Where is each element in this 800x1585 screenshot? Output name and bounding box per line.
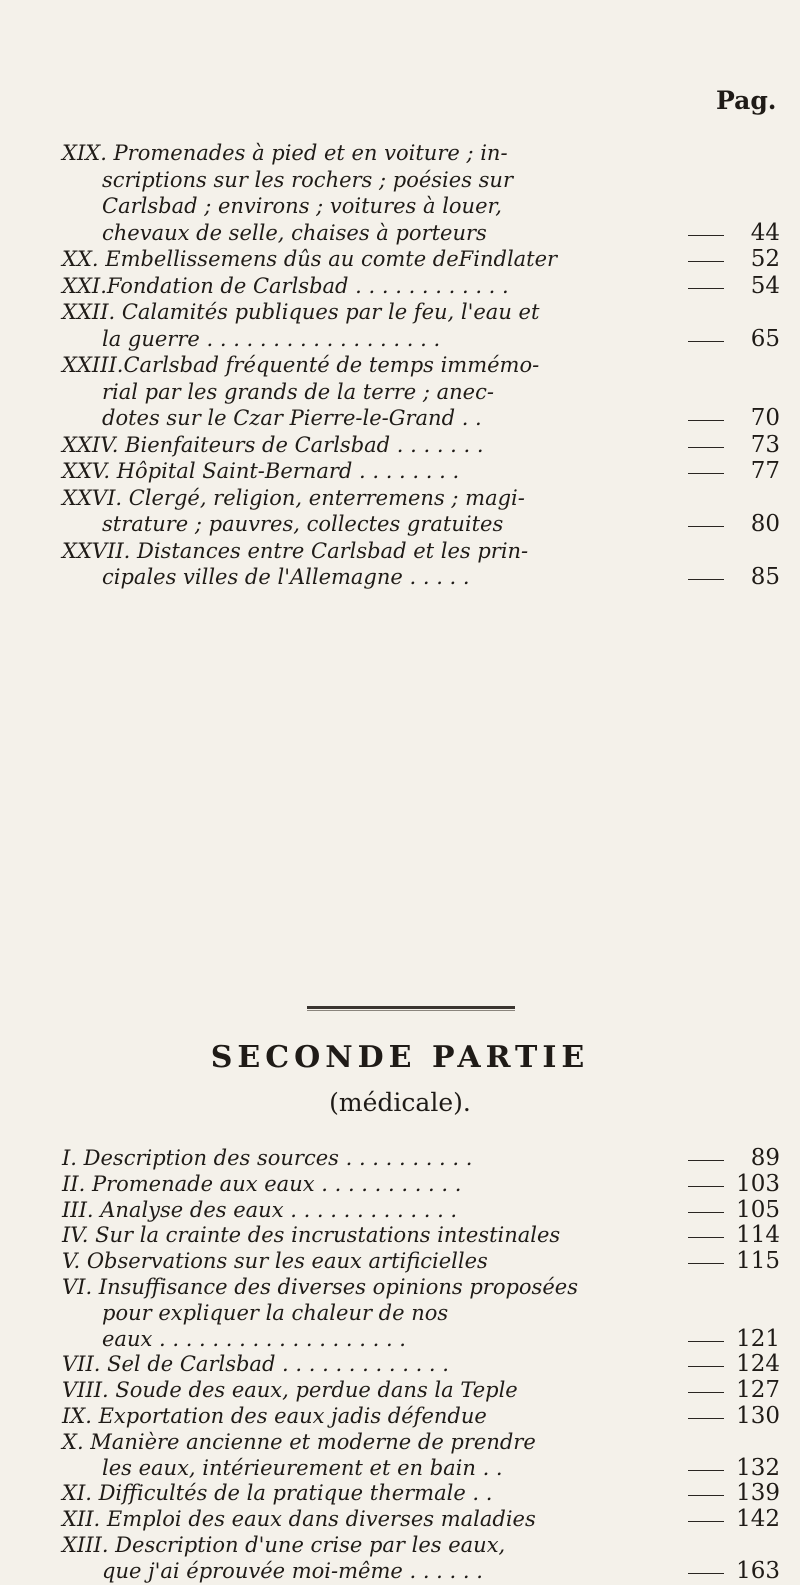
toc-page-number: 54	[750, 272, 780, 299]
toc-page-number: 70	[750, 405, 780, 431]
toc-entry-line: XX. Embellissemens dûs au comte deFindlater	[62, 247, 558, 271]
toc-entry-line: III. Analyse des eaux . . . . . . . . . . . . .	[62, 1197, 458, 1222]
leader-dash	[688, 1237, 724, 1238]
toc-entry-line: X. Manière ancienne et moderne de prendre	[62, 1429, 536, 1454]
section-divider	[307, 1006, 515, 1009]
toc-entry-line: cipales villes de l'Allemagne . . . . .	[102, 565, 470, 589]
leader-dash	[688, 1366, 724, 1367]
leader-dash	[688, 579, 724, 580]
toc-entry-line: VIII. Soude des eaux, perdue dans la Teple	[62, 1378, 518, 1403]
toc-page-number: 132	[736, 1454, 780, 1481]
toc-page-number: 130	[736, 1403, 780, 1429]
toc-entry-line: XIII. Description d'une crise par les eaux,	[62, 1533, 506, 1557]
leader-dash	[688, 1521, 724, 1522]
toc-page-number: 127	[736, 1377, 780, 1404]
toc-entry-line: strature ; pauvres, collectes gratuites	[102, 512, 504, 536]
leader-dash	[688, 288, 724, 289]
toc-page-number: 80	[750, 511, 780, 537]
toc-page-number: 89	[750, 1145, 780, 1171]
leader-dash	[688, 447, 724, 448]
toc-entry-line: XXIII.Carlsbad fréquenté de temps immémo-	[62, 353, 540, 377]
toc-page-number: 85	[750, 564, 780, 590]
toc-entry-line: V. Observations sur les eaux artificielles	[62, 1249, 488, 1274]
toc-page-number: 65	[750, 325, 780, 352]
leader-dash	[688, 526, 724, 527]
toc-entry-line: XXIV. Bienfaiteurs de Carlsbad . . . . . . .	[62, 432, 484, 457]
leader-dash	[688, 1186, 724, 1187]
toc-entry-line: XXVII. Distances entre Carlsbad et les prin-	[62, 538, 529, 563]
toc-entry-line: rial par les grands de la terre ; anec-	[102, 379, 494, 404]
toc-page-number: 103	[736, 1170, 780, 1197]
leader-dash	[688, 235, 724, 236]
leader-dash	[688, 1495, 724, 1496]
toc-page-number: 114	[736, 1222, 780, 1249]
part-subtitle: (médicale).	[329, 1088, 471, 1117]
toc-entry-line: XXII. Calamités publiques par le feu, l'eau et	[62, 300, 540, 324]
toc-entry-line: la guerre . . . . . . . . . . . . . . . . . .	[102, 326, 441, 351]
toc-entry-line: XXVI. Clergé, religion, enterremens ; magi-	[62, 485, 525, 510]
toc-entry-line: scriptions sur les rochers ; poésies sur	[102, 167, 513, 192]
toc-entry-line: eaux . . . . . . . . . . . . . . . . . . .	[102, 1326, 406, 1351]
toc-entry-line: I. Description des sources . . . . . . . . . .	[62, 1146, 473, 1170]
leader-dash	[688, 1418, 724, 1419]
leader-dash	[688, 473, 724, 474]
toc-entry-line: dotes sur le Czar Pierre-le-Grand . .	[102, 406, 482, 430]
toc-entry-line: XIX. Promenades à pied et en voiture ; in-	[62, 141, 508, 165]
section-divider-thin	[307, 1010, 515, 1011]
toc-entry-line: XXI.Fondation de Carlsbad . . . . . . . . . . . .	[62, 273, 509, 298]
toc-entry-line: chevaux de selle, chaises à porteurs	[102, 220, 487, 245]
leader-dash	[688, 1392, 724, 1393]
leader-dash	[688, 1341, 724, 1342]
toc-page-number: 163	[736, 1557, 780, 1584]
toc-page-number: 139	[736, 1480, 780, 1507]
toc-page-number: 115	[736, 1248, 780, 1275]
toc-entry-line: IV. Sur la crainte des incrustations intestinales	[62, 1223, 561, 1248]
toc-entry-line: que j'ai éprouvée moi-même . . . . . .	[102, 1558, 483, 1583]
leader-dash	[688, 1470, 724, 1471]
page-label: Pag.	[716, 86, 777, 115]
toc-page-number: 105	[736, 1196, 780, 1223]
leader-dash	[688, 261, 724, 262]
leader-dash	[688, 1212, 724, 1213]
toc-entry-line: XI. Difficultés de la pratique thermale . .	[62, 1481, 493, 1506]
toc-page-number: 142	[736, 1506, 780, 1533]
toc-entry-line: les eaux, intérieurement et en bain . .	[102, 1455, 503, 1480]
toc-page-number: 52	[750, 246, 780, 272]
toc-page-number: 73	[750, 431, 780, 458]
toc-page-number: 77	[750, 458, 780, 484]
leader-dash	[688, 1160, 724, 1161]
toc-entry-line: pour expliquer la chaleur de nos	[102, 1300, 449, 1325]
toc-page-number: 124	[736, 1351, 780, 1378]
leader-dash	[688, 1263, 724, 1264]
toc-entry-line: XXV. Hôpital Saint-Bernard . . . . . . . .	[62, 459, 460, 483]
toc-entry-line: VII. Sel de Carlsbad . . . . . . . . . . . . .	[62, 1352, 449, 1377]
toc-entry-line: XII. Emploi des eaux dans diverses maladies	[62, 1507, 536, 1532]
leader-dash	[688, 420, 724, 421]
toc-entry-line: II. Promenade aux eaux . . . . . . . . . . .	[62, 1171, 462, 1196]
toc-page-number: 44	[750, 219, 780, 246]
part-title: SECONDE PARTIE	[210, 1040, 590, 1075]
toc-entry-line: Carlsbad ; environs ; voitures à louer,	[102, 194, 502, 218]
toc-page-number: 121	[736, 1325, 780, 1352]
toc-entry-line: IX. Exportation des eaux jadis défendue	[62, 1404, 487, 1428]
leader-dash	[688, 1573, 724, 1574]
leader-dash	[688, 341, 724, 342]
toc-entry-line: VI. Insuffisance des diverses opinions proposées	[62, 1275, 578, 1299]
